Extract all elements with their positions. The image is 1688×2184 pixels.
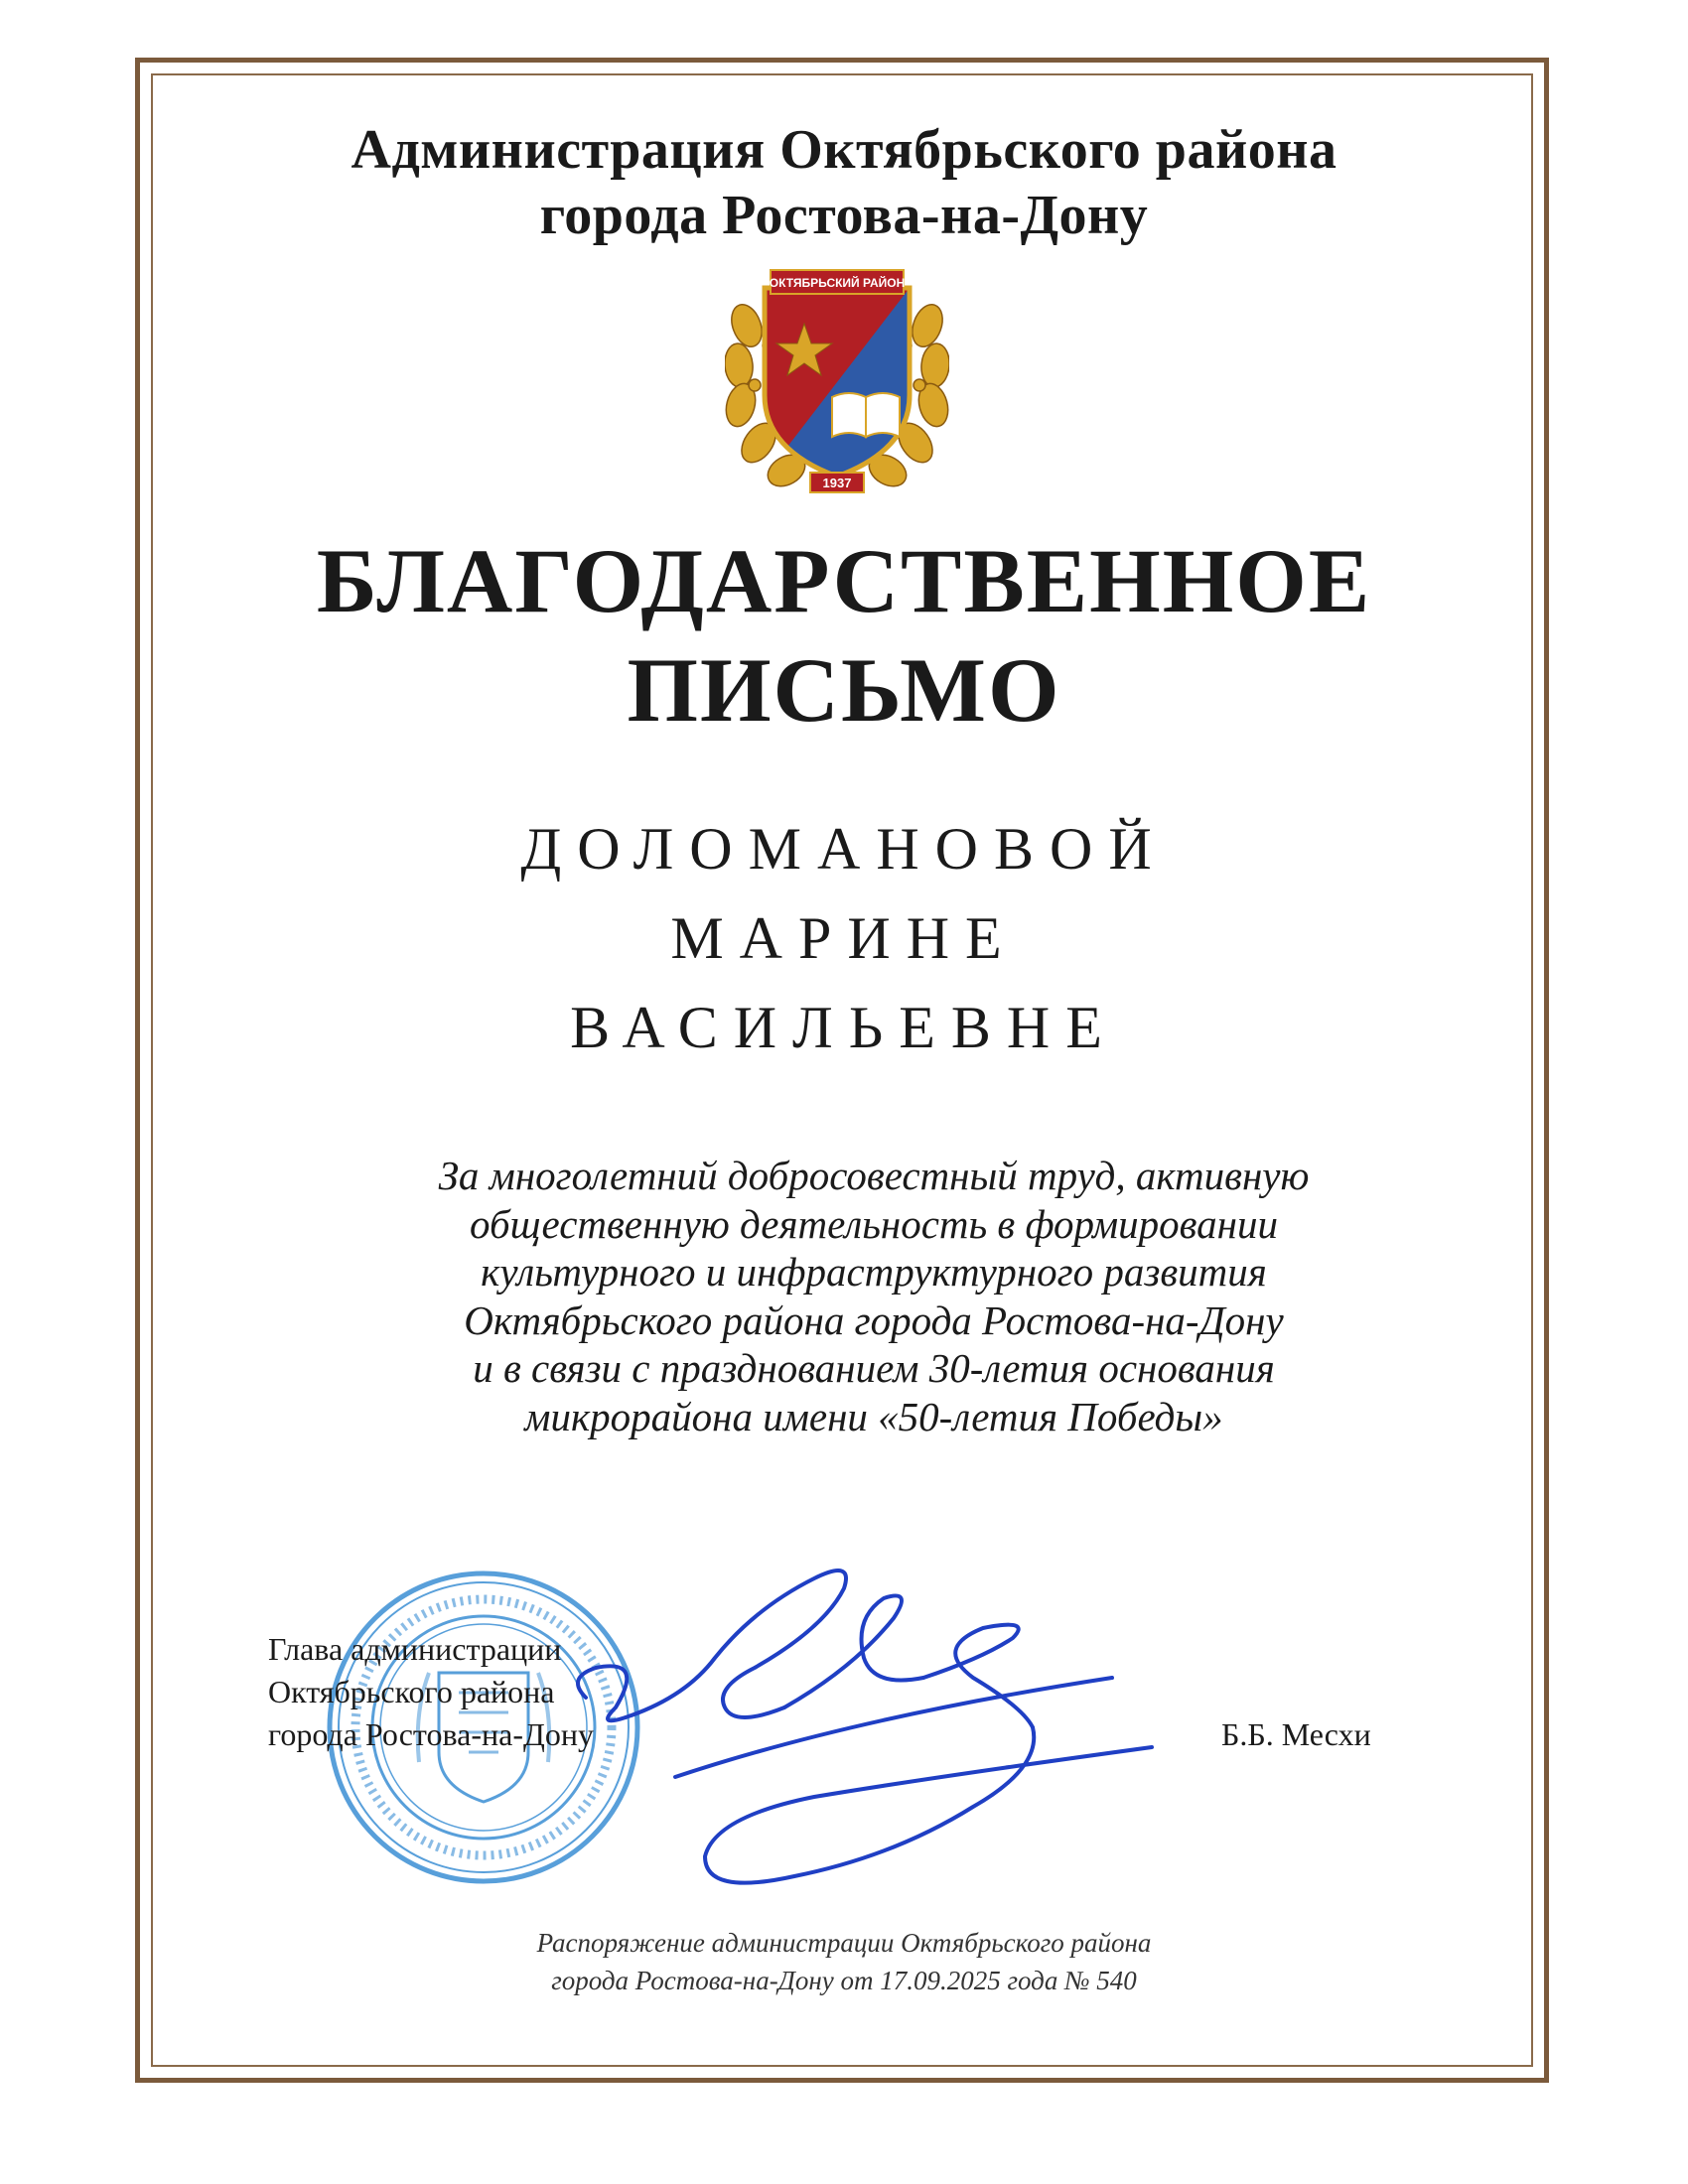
citation-line: общественную деятельность в формировании [469,1200,1278,1247]
issuer-line-2: города Ростова-на-Дону [539,185,1149,246]
position-line: Глава администрации [268,1631,562,1667]
emblem-ribbon-text: ОКТЯБРЬСКИЙ РАЙОН [769,276,906,290]
citation-line: За многолетний добросовестный труд, активную [438,1153,1310,1198]
coat-of-arms-icon [725,266,949,494]
document-title [0,526,1688,745]
recipient-name [0,804,1688,1072]
recipient-patronymic: ВАСИЛЬЕВНЕ [570,995,1118,1060]
citation-line: культурного и инфраструктурного развития [481,1249,1267,1295]
citation-text [338,1152,1410,1440]
recipient-surname: ДОЛОМАНОВОЙ [520,816,1168,882]
order-reference [0,1924,1688,1999]
title-line-1: БЛАГОДАРСТВЕННОЕ [316,530,1372,631]
emblem-year: 1937 [822,476,852,490]
handwritten-signature [556,1549,1172,1926]
signatory-name: Б.Б. Месхи [1221,1716,1371,1752]
signatory-position [268,1628,594,1756]
order-line-2: города Ростова-на-Дону от 17.09.2025 года № 540 [551,1966,1137,1995]
title-line-2: ПИСЬМО [627,639,1061,741]
recipient-first-name: МАРИНЕ [670,905,1018,971]
citation-line: Октябрьского района города Ростова-на-Дону [464,1297,1284,1343]
order-line-1: Распоряжение администрации Октябрьского района [536,1928,1152,1958]
citation-line: и в связи с празднованием 30-летия основания [473,1345,1275,1391]
issuer-line-1: Администрация Октябрьского района [351,119,1337,181]
position-line: Октябрьского района [268,1674,555,1709]
position-line: города Ростова-на-Дону [268,1716,594,1752]
citation-line: микрорайона имени «50-летия Победы» [524,1393,1223,1439]
issuer-header [0,117,1688,248]
